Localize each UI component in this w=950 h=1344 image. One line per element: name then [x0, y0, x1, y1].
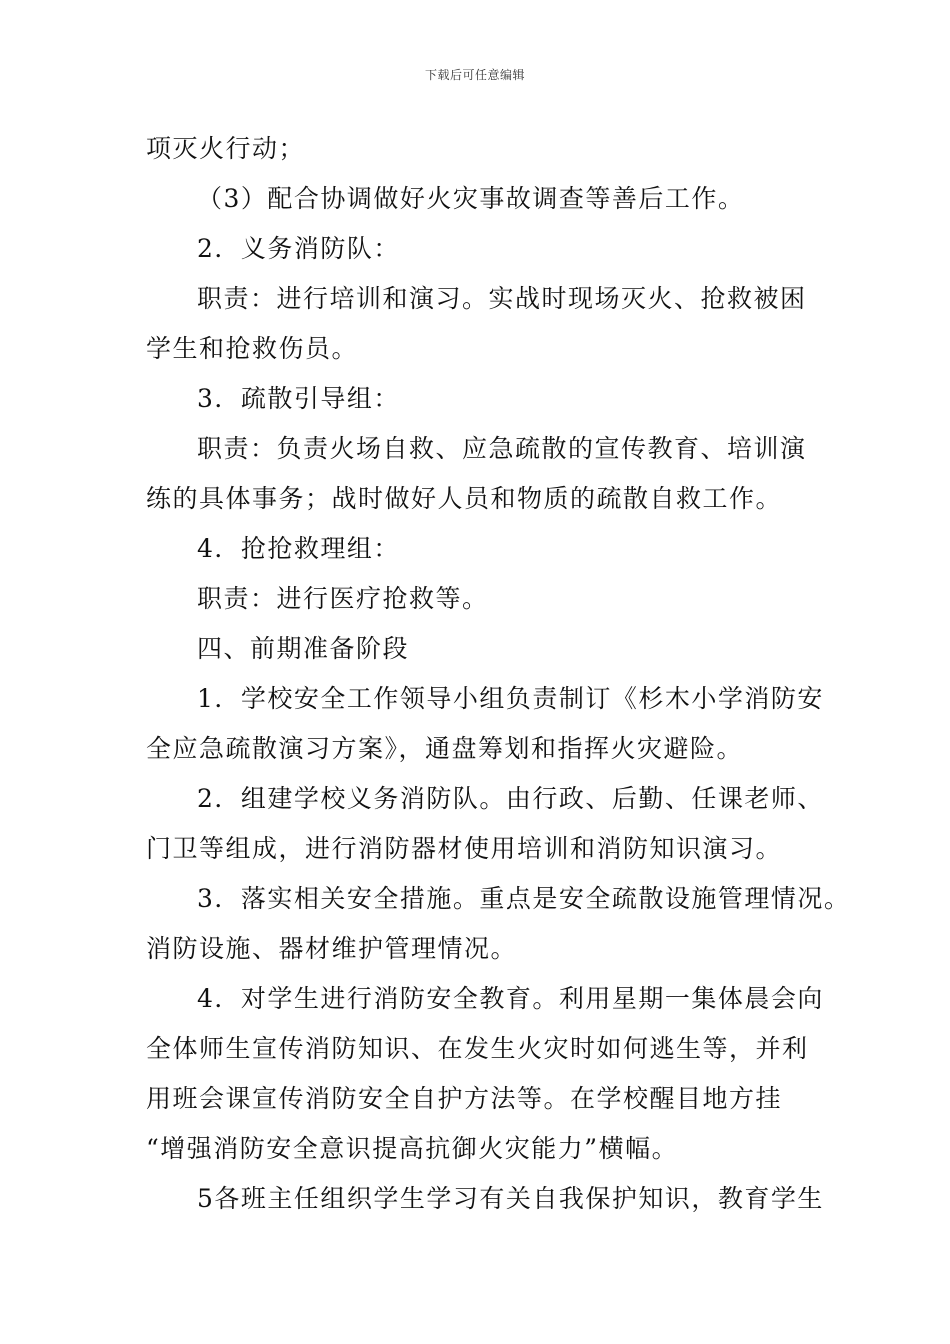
paragraph-line: 3．落实相关安全措施。重点是安全疏散设施管理情况。: [197, 884, 851, 913]
paragraph-line: “增强消防安全意识提高抗御火灾能力”横幅。: [146, 1134, 679, 1163]
paragraph-line: 学生和抢救伤员。: [146, 334, 359, 363]
paragraph-line: 门卫等组成，进行消防器材使用培训和消防知识演习。: [146, 834, 783, 863]
paragraph-line: 用班会课宣传消防安全自护方法等。在学校醒目地方挂: [146, 1084, 783, 1113]
paragraph-line: 2．组建学校义务消防队。由行政、后勤、任课老师、: [197, 784, 824, 813]
paragraph-line: 职责：负责火场自救、应急疏散的宣传教育、培训演: [197, 434, 807, 463]
paragraph-line: 项灭火行动；: [146, 134, 306, 163]
paragraph-line: 消防设施、器材维护管理情况。: [146, 934, 518, 963]
paragraph-line: 练的具体事务；战时做好人员和物质的疏散自救工作。: [146, 484, 783, 513]
section-heading: 3．疏散引导组：: [197, 384, 400, 413]
paragraph-line: 全体师生宣传消防知识、在发生火灾时如何逃生等，并利: [146, 1034, 809, 1063]
paragraph-line: 5各班主任组织学生学习有关自我保护知识，教育学生: [197, 1184, 824, 1213]
section-heading: 2．义务消防队：: [197, 234, 400, 263]
header-note: 下载后可任意编辑: [424, 68, 525, 82]
paragraph-line: 职责：进行培训和演习。实战时现场灭火、抢救被困: [197, 284, 807, 313]
section-heading: 4．抢抢救理组：: [197, 534, 400, 563]
paragraph-line: 1．学校安全工作领导小组负责制订《杉木小学消防安: [197, 684, 824, 713]
section-heading: 四、前期准备阶段: [197, 634, 410, 663]
paragraph-line: 4．对学生进行消防安全教育。利用星期一集体晨会向: [197, 984, 824, 1013]
paragraph-line: （3）配合协调做好火灾事故调查等善后工作。: [197, 184, 745, 213]
paragraph-line: 职责：进行医疗抢救等。: [197, 584, 489, 613]
paragraph-line: 全应急疏散演习方案》，通盘筹划和指挥火灾避险。: [146, 734, 744, 763]
document-body: [146, 124, 851, 1224]
